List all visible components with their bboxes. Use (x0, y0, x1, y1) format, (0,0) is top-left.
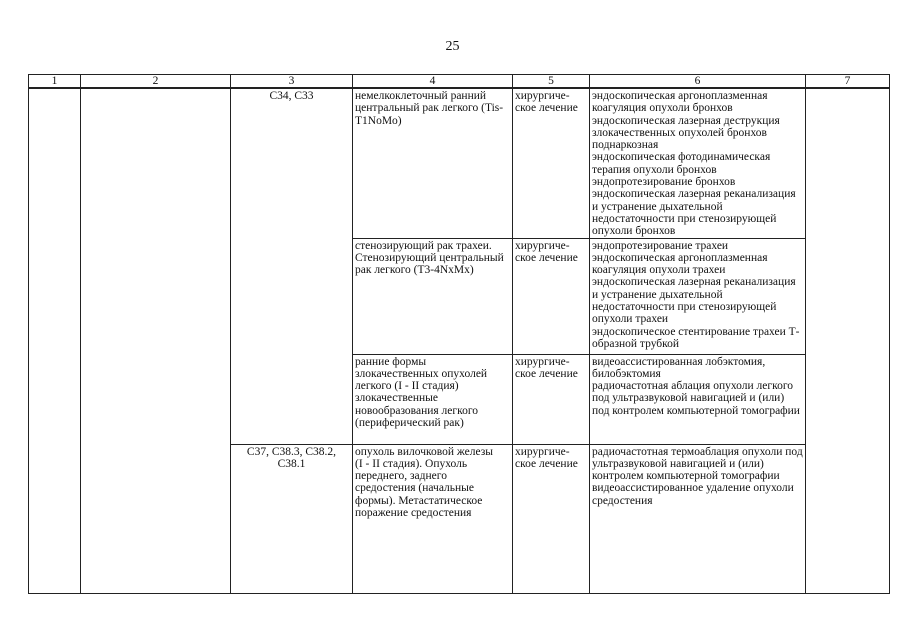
table-row (29, 88, 890, 238)
column-2-cell (81, 88, 231, 593)
medical-care-table (28, 74, 890, 594)
treatment-type-cell: хирургиче-ское лечение (513, 88, 590, 238)
column-number-6: 6 (590, 75, 806, 89)
icd-codes-cell: C34, C33 (231, 88, 353, 444)
treatment-methods-cell: радиочастотная термоаблация опухоли под ультразвуковой навигацией и (или) контролем компьютерной томографии видеоассистированное удаление опухоли средостения (590, 444, 806, 593)
column-number-row (29, 75, 890, 89)
page-number: 25 (445, 39, 460, 54)
diagnosis-cell: ранние формы злокачественных опухолей легкого (I - II стадия) злокачественные новообразования легкого (периферический рак) (353, 354, 513, 444)
column-7-cell (806, 88, 890, 593)
treatment-methods-cell: эндопротезирование трахеи эндоскопическая аргоноплазменная коагуляция опухоли трахеи эндоскопическая лазерная реканализация и устранение дыхательной недостаточности при стенозирующей опухоли трахеи эндоскопическое стентирование трахеи Т-образной трубкой (590, 238, 806, 354)
diagnosis-cell: опухоль вилочковой железы (I - II стадия). Опухоль переднего, заднего средостения (начальные формы). Метастатическое поражение средостения (353, 444, 513, 593)
icd-codes-cell: C37, C38.3, C38.2, C38.1 (231, 444, 353, 593)
treatment-methods-cell: видеоассистированная лобэктомия, билобэктомия радиочастотная аблация опухоли легкого под ультразвуковой навигацией и (или) под контролем компьютерной томографии (590, 354, 806, 444)
treatment-type-cell: хирургиче-ское лечение (513, 354, 590, 444)
column-1-cell (29, 88, 81, 593)
column-number-3: 3 (231, 75, 353, 89)
treatment-type-cell: хирургиче-ское лечение (513, 444, 590, 593)
diagnosis-cell: стенозирующий рак трахеи. Стенозирующий центральный рак легкого (T3-4NxMx) (353, 238, 513, 354)
column-number-5: 5 (513, 75, 590, 89)
column-number-2: 2 (81, 75, 231, 89)
column-number-7: 7 (806, 75, 890, 89)
diagnosis-cell: немелкоклеточный ранний центральный рак легкого (Tis-T1NoMo) (353, 88, 513, 238)
column-number-4: 4 (353, 75, 513, 89)
treatment-methods-cell: эндоскопическая аргоноплазменная коагуляция опухоли бронхов эндоскопическая лазерная деструкция злокачественных опухолей бронхов поднаркозная эндоскопическая фотодинамическая терапия опухоли бронхов эндопротезирование бронхов эндоскопическая лазерная реканализация и устранение дыхательной недостаточности при стенозирующей опухоли бронхов (590, 88, 806, 238)
column-number-1: 1 (29, 75, 81, 89)
treatment-type-cell: хирургиче-ское лечение (513, 238, 590, 354)
